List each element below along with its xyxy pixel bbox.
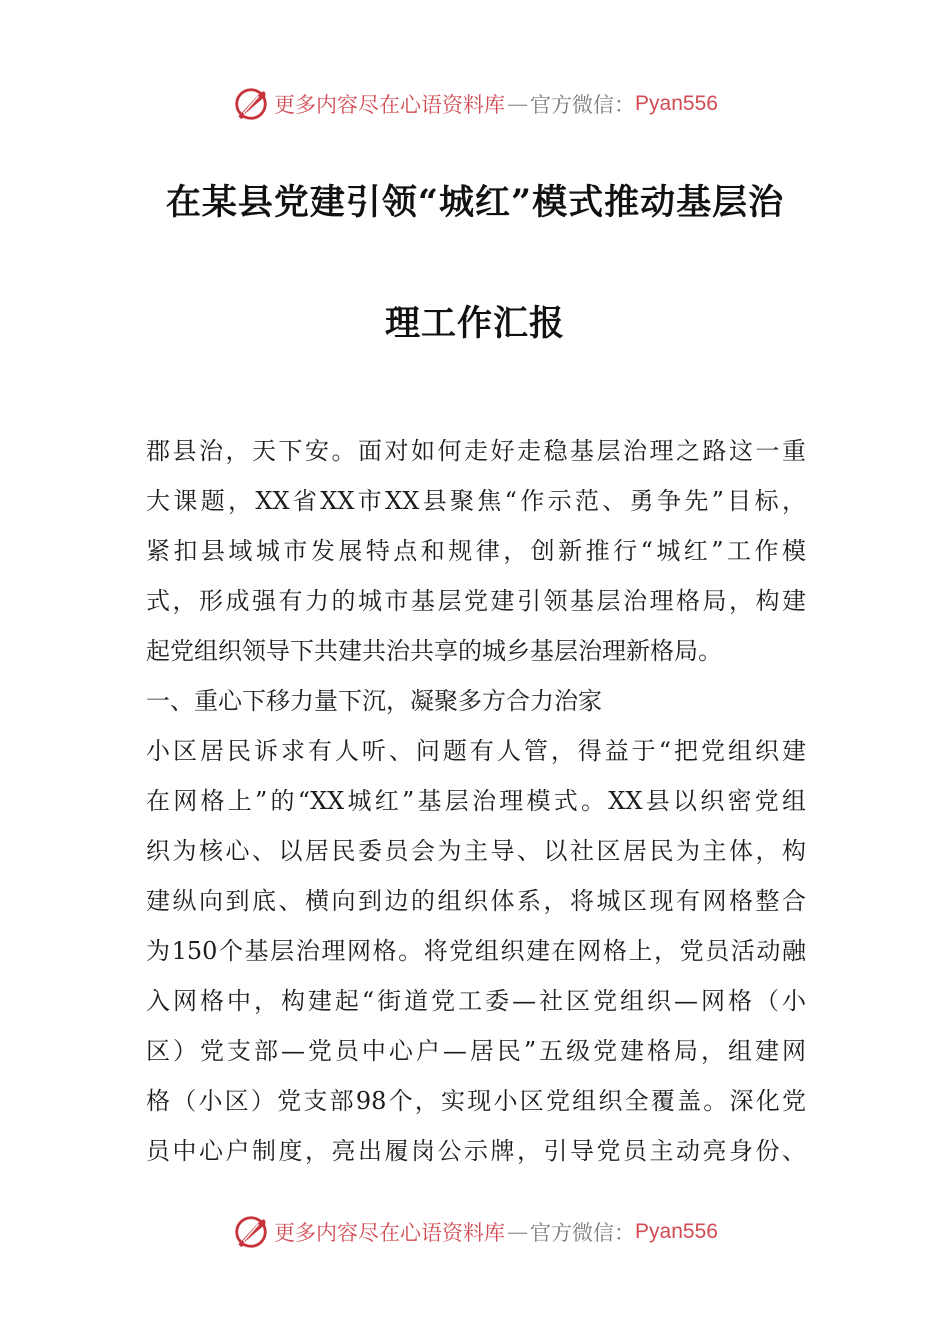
body-line: 郡县治，天下安。面对如何走好走稳基层治理之路这一重 bbox=[146, 437, 806, 465]
header-watermark-banner bbox=[0, 84, 950, 124]
document-body bbox=[146, 426, 806, 1176]
body-line: 建纵向到底、横向到边的组织体系，将城区现有网格整合 bbox=[146, 887, 806, 915]
footer-watermark-banner bbox=[0, 1212, 950, 1252]
quill-logo-icon bbox=[232, 85, 270, 123]
document-title-line-2: 理工作汇报 bbox=[384, 303, 565, 344]
section-heading: 一、重心下移力量下沉，凝聚多方合力治家 bbox=[146, 687, 602, 715]
body-line: 大课题，XX省XX市XX县聚焦“作示范、勇争先”目标， bbox=[146, 487, 806, 515]
body-line: 紧扣县域城市发展特点和规律，创新推行“城红”工作模 bbox=[146, 537, 806, 565]
body-line: 区）党支部—党员中心户—居民”五级党建格局，组建网 bbox=[146, 1037, 806, 1065]
banner-site-name: 更多内容尽在心语资料库 bbox=[274, 1221, 506, 1245]
banner-contact-label: 官方微信： bbox=[530, 93, 636, 117]
banner-wechat-id: Pyan556 bbox=[635, 1220, 718, 1243]
banner-wechat-id: Pyan556 bbox=[635, 92, 718, 115]
body-line: 员中心户制度，亮出履岗公示牌，引导党员主动亮身份、 bbox=[146, 1137, 806, 1165]
document-title-line-1: 在某县党建引领“城红”模式推动基层治 bbox=[165, 182, 785, 223]
body-line: 格（小区）党支部98个，实现小区党组织全覆盖。深化党 bbox=[146, 1087, 806, 1115]
banner-dash: — bbox=[507, 92, 529, 116]
banner-site-name: 更多内容尽在心语资料库 bbox=[274, 93, 506, 117]
body-line: 起党组织领导下共建共治共享的城乡基层治理新格局。 bbox=[146, 637, 722, 665]
body-line: 织为核心、以居民委员会为主导、以社区居民为主体，构 bbox=[146, 837, 806, 865]
body-line: 式，形成强有力的城市基层党建引领基层治理格局，构建 bbox=[146, 587, 806, 615]
body-line: 为150个基层治理网格。将党组织建在网格上，党员活动融 bbox=[146, 937, 806, 965]
body-line: 小区居民诉求有人听、问题有人管，得益于“把党组织建 bbox=[146, 737, 806, 765]
body-line: 入网格中，构建起“街道党工委—社区党组织—网格（小 bbox=[146, 987, 806, 1015]
quill-logo-icon bbox=[232, 1213, 270, 1251]
banner-dash: — bbox=[507, 1220, 529, 1244]
banner-contact-label: 官方微信： bbox=[530, 1221, 636, 1245]
body-line: 在网格上”的“XX城红”基层治理模式。XX县以织密党组 bbox=[146, 787, 806, 815]
